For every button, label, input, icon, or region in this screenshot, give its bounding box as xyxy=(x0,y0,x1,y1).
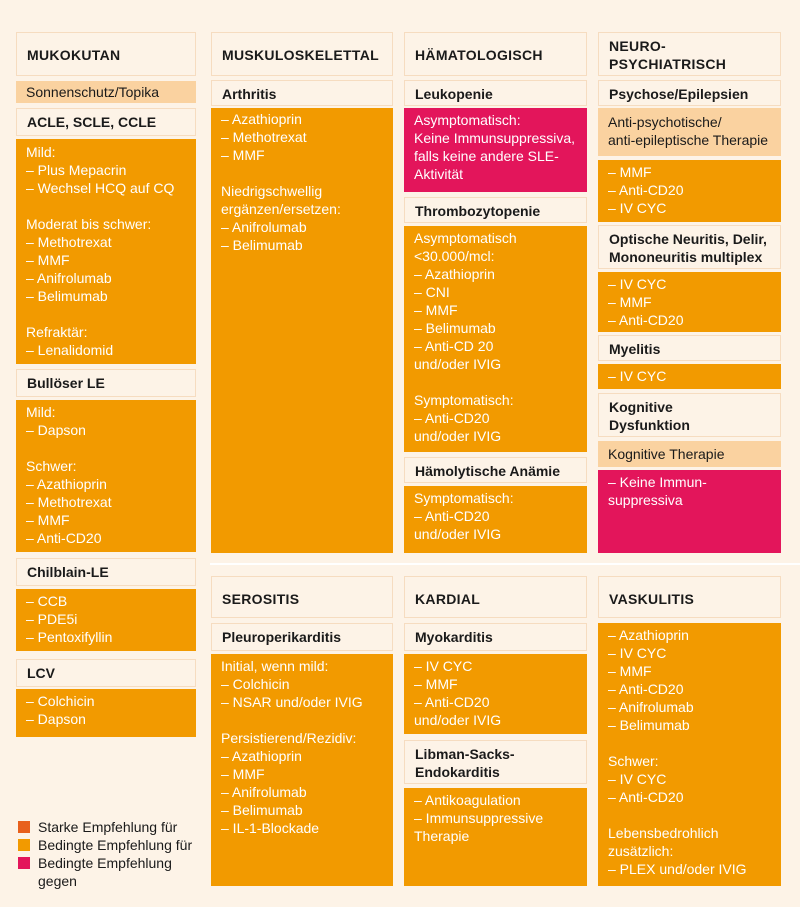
list-item: – MMF xyxy=(414,676,458,692)
subheader-myo-text: Myokarditis xyxy=(415,629,493,645)
list-item: Schwer: xyxy=(608,753,659,769)
header-muskuloskelettal-text: MUSKULOSKELETTAL xyxy=(222,47,379,63)
list-item: – Methotrexat xyxy=(26,494,112,510)
list-item: – PLEX und/oder IVIG xyxy=(608,861,747,877)
list-item: Persistierend/Rezidiv: xyxy=(221,730,357,746)
list-item: Moderat bis schwer: xyxy=(26,216,152,232)
list-item: – Anti-CD 20 xyxy=(414,338,494,354)
list-item: – Anifrolumab xyxy=(221,784,307,800)
list-item: – MMF xyxy=(414,302,458,318)
list-item: – Methotrexat xyxy=(221,129,307,145)
legend-label-against-line1: Bedingte Empfehlung xyxy=(38,855,172,871)
psychose-general xyxy=(598,108,781,156)
list-item: und/oder IVIG xyxy=(414,712,502,728)
list-item: Asymptomatisch: xyxy=(414,112,521,128)
mukokutan-general xyxy=(16,81,196,103)
subheader-thrombo xyxy=(404,197,587,223)
list-item: – Anti-CD20 xyxy=(608,681,684,697)
header-serositis xyxy=(211,576,393,618)
list-item: und/oder IVIG xyxy=(414,428,502,444)
list-item: – Azathioprin xyxy=(608,627,689,643)
list-item: – Anifrolumab xyxy=(26,270,112,286)
list-item: – Belimumab xyxy=(221,802,303,818)
subheader-optic xyxy=(598,225,781,269)
psychose-box xyxy=(598,160,781,222)
list-item: – Anti-CD20 xyxy=(414,508,490,524)
spacer xyxy=(26,197,186,215)
subheader-kognitiv xyxy=(598,393,781,437)
lcv-box xyxy=(16,689,196,737)
list-item: – NSAR und/oder IVIG xyxy=(221,694,363,710)
list-item: suppressiva xyxy=(608,492,683,508)
header-vaskulitis xyxy=(598,576,781,618)
list-item: – CNI xyxy=(414,284,450,300)
subheader-leukopenie xyxy=(404,80,587,106)
list-item: Refraktär: xyxy=(26,324,88,340)
subheader-thrombo-text: Thrombozytopenie xyxy=(415,203,541,219)
subheader-myelitis xyxy=(598,335,781,361)
list-item: anti-epileptische Therapie xyxy=(608,132,769,148)
legend-label-conditional-for: Bedingte Empfehlung für xyxy=(38,837,193,853)
optic-box xyxy=(598,272,781,332)
legend-swatch-strong xyxy=(18,821,30,833)
list-item: und/oder IVIG xyxy=(414,526,502,542)
header-serositis-text: SEROSITIS xyxy=(222,591,300,607)
kognitiv-general-text: Kognitive Therapie xyxy=(608,446,725,462)
list-item: – IV CYC xyxy=(608,771,667,787)
kognitiv-box xyxy=(598,470,781,553)
kognitiv-general xyxy=(598,441,781,467)
subheader-haemolyse xyxy=(404,457,587,483)
list-item: – IV CYC xyxy=(608,276,667,292)
list-item: – Anifrolumab xyxy=(221,219,307,235)
spacer xyxy=(26,305,186,323)
header-neuro xyxy=(598,32,781,76)
list-item: – IV CYC xyxy=(414,658,473,674)
subheader-psychose xyxy=(598,80,781,106)
list-item: – Lenalidomid xyxy=(26,342,114,358)
spacer xyxy=(221,711,383,729)
header-neuro-line2: PSYCHIATRISCH xyxy=(609,56,727,72)
list-item: Mild: xyxy=(26,144,56,160)
header-neuro-line1: NEURO- xyxy=(609,38,667,54)
header-kardial-text: KARDIAL xyxy=(415,591,481,607)
spacer xyxy=(608,806,771,824)
spacer xyxy=(608,734,771,752)
list-item: – MMF xyxy=(608,294,652,310)
list-item: Niedrigschwellig xyxy=(221,183,323,199)
pleuro-box xyxy=(211,654,393,886)
list-item: Asymptomatisch xyxy=(414,230,517,246)
legend-swatch-conditional-for xyxy=(18,839,30,851)
list-item: – Colchicin xyxy=(26,693,95,709)
subheader-pleuro xyxy=(211,623,393,651)
list-item: – Dapson xyxy=(26,422,86,438)
list-item: Symptomatisch: xyxy=(414,490,514,506)
subheader-myelitis-text: Myelitis xyxy=(609,341,661,357)
list-item: – IL-1-Blockade xyxy=(221,820,320,836)
list-item: – Anti-CD20 xyxy=(608,182,684,198)
myo-box xyxy=(404,654,587,734)
subheader-haemolyse-text: Hämolytische Anämie xyxy=(415,463,560,479)
spacer xyxy=(26,439,186,457)
subheader-myo xyxy=(404,623,587,651)
section-divider xyxy=(210,563,800,565)
legend-label-conditional-against xyxy=(38,854,172,890)
list-item: – Wechsel HCQ auf CQ xyxy=(26,180,175,196)
list-item: – Keine Immun- xyxy=(608,474,707,490)
spacer xyxy=(414,373,577,391)
list-item: – Colchicin xyxy=(221,676,290,692)
header-haematologisch-text: HÄMATOLOGISCH xyxy=(415,47,543,63)
list-item: Aktivität xyxy=(414,166,464,182)
list-item: <30.000/mcl: xyxy=(414,248,495,264)
legend-label-strong: Starke Empfehlung für xyxy=(38,819,178,835)
subheader-kognitiv-line2: Dysfunktion xyxy=(609,417,690,433)
subheader-acle xyxy=(16,108,196,136)
list-item: – MMF xyxy=(608,164,652,180)
haemolyse-box xyxy=(404,486,587,553)
subheader-lcv-text: LCV xyxy=(27,665,55,681)
leukopenie-box xyxy=(404,108,587,192)
chilblain-box xyxy=(16,589,196,651)
list-item: – Pentoxifyllin xyxy=(26,629,113,645)
list-item: – Plus Mepacrin xyxy=(26,162,127,178)
legend-label-against-line2: gegen xyxy=(38,873,77,889)
thrombo-box xyxy=(404,226,587,452)
subheader-arthritis xyxy=(211,80,393,106)
list-item: – Azathioprin xyxy=(26,476,107,492)
legend-item-conditional-against xyxy=(18,854,192,890)
legend-item-conditional-for xyxy=(18,836,192,854)
spacer xyxy=(221,164,383,182)
list-item: – Azathioprin xyxy=(221,748,302,764)
legend-swatch-conditional-against xyxy=(18,857,30,869)
list-item: – Anti-CD20 xyxy=(26,530,102,546)
list-item: – MMF xyxy=(221,147,265,163)
legend xyxy=(18,818,192,890)
list-item: – PDE5i xyxy=(26,611,78,627)
subheader-leukopenie-text: Leukopenie xyxy=(415,86,493,102)
list-item: Schwer: xyxy=(26,458,77,474)
subheader-chilblain-text: Chilblain-LE xyxy=(27,564,109,580)
list-item: – IV CYC xyxy=(608,645,667,661)
list-item: – Azathioprin xyxy=(221,111,302,127)
subheader-pleuro-text: Pleuroperikarditis xyxy=(222,629,342,645)
list-item: – Methotrexat xyxy=(26,234,112,250)
list-item: – Immunsuppressive xyxy=(414,810,544,826)
list-item: Therapie xyxy=(414,828,470,844)
header-mukokutan xyxy=(16,32,196,76)
header-muskuloskelettal xyxy=(211,32,393,76)
libman-box xyxy=(404,788,587,886)
list-item: Lebensbedrohlich xyxy=(608,825,719,841)
subheader-bulloes-text: Bullöser LE xyxy=(27,375,105,391)
list-item: – Belimumab xyxy=(26,288,108,304)
mukokutan-general-text: Sonnenschutz/Topika xyxy=(26,84,160,100)
list-item: – MMF xyxy=(26,252,70,268)
list-item: und/oder IVIG xyxy=(414,356,502,372)
subheader-optic-line1: Optische Neuritis, Delir, xyxy=(609,231,767,247)
list-item: – MMF xyxy=(26,512,70,528)
legend-item-strong xyxy=(18,818,192,836)
subheader-lcv xyxy=(16,659,196,687)
subheader-bulloes xyxy=(16,369,196,397)
list-item: falls keine andere SLE- xyxy=(414,148,559,164)
acle-box xyxy=(16,139,196,364)
header-mukokutan-text: MUKOKUTAN xyxy=(27,47,121,63)
list-item: Mild: xyxy=(26,404,56,420)
subheader-libman xyxy=(404,740,587,784)
list-item: – MMF xyxy=(608,663,652,679)
list-item: – Antikoagulation xyxy=(414,792,521,808)
subheader-kognitiv-line1: Kognitive xyxy=(609,399,673,415)
list-item: – Anti-CD20 xyxy=(414,410,490,426)
list-item: Keine Immunsuppressiva, xyxy=(414,130,576,146)
header-vaskulitis-text: VASKULITIS xyxy=(609,591,695,607)
header-haematologisch xyxy=(404,32,587,76)
subheader-psychose-text: Psychose/Epilepsien xyxy=(609,86,749,102)
subheader-libman-line2: Endokarditis xyxy=(415,764,500,780)
subheader-optic-line2: Mononeuritis multiplex xyxy=(609,249,763,265)
list-item: – Dapson xyxy=(26,711,86,727)
myelitis-box xyxy=(598,364,781,389)
header-kardial xyxy=(404,576,587,618)
list-item: – Belimumab xyxy=(414,320,496,336)
bulloes-box xyxy=(16,400,196,552)
subheader-arthritis-text: Arthritis xyxy=(222,86,277,102)
list-item: ergänzen/ersetzen: xyxy=(221,201,341,217)
list-item: – Anti-CD20 xyxy=(414,694,490,710)
list-item: – IV CYC xyxy=(608,368,667,384)
subheader-libman-line1: Libman-Sacks- xyxy=(415,746,515,762)
arthritis-box xyxy=(211,108,393,553)
list-item: – IV CYC xyxy=(608,200,667,216)
list-item: Initial, wenn mild: xyxy=(221,658,329,674)
list-item: – Belimumab xyxy=(608,717,690,733)
list-item: Symptomatisch: xyxy=(414,392,514,408)
subheader-acle-text: ACLE, SCLE, CCLE xyxy=(27,114,157,130)
list-item: – Azathioprin xyxy=(414,266,495,282)
list-item: – MMF xyxy=(221,766,265,782)
list-item: – Anti-CD20 xyxy=(608,312,684,328)
list-item: Anti-psychotische/ xyxy=(608,114,722,130)
list-item: – Belimumab xyxy=(221,237,303,253)
list-item: – Anti-CD20 xyxy=(608,789,684,805)
list-item: – CCB xyxy=(26,593,68,609)
subheader-chilblain xyxy=(16,558,196,586)
list-item: zusätzlich: xyxy=(608,843,674,859)
list-item: – Anifrolumab xyxy=(608,699,694,715)
vaskulitis-box xyxy=(598,623,781,886)
